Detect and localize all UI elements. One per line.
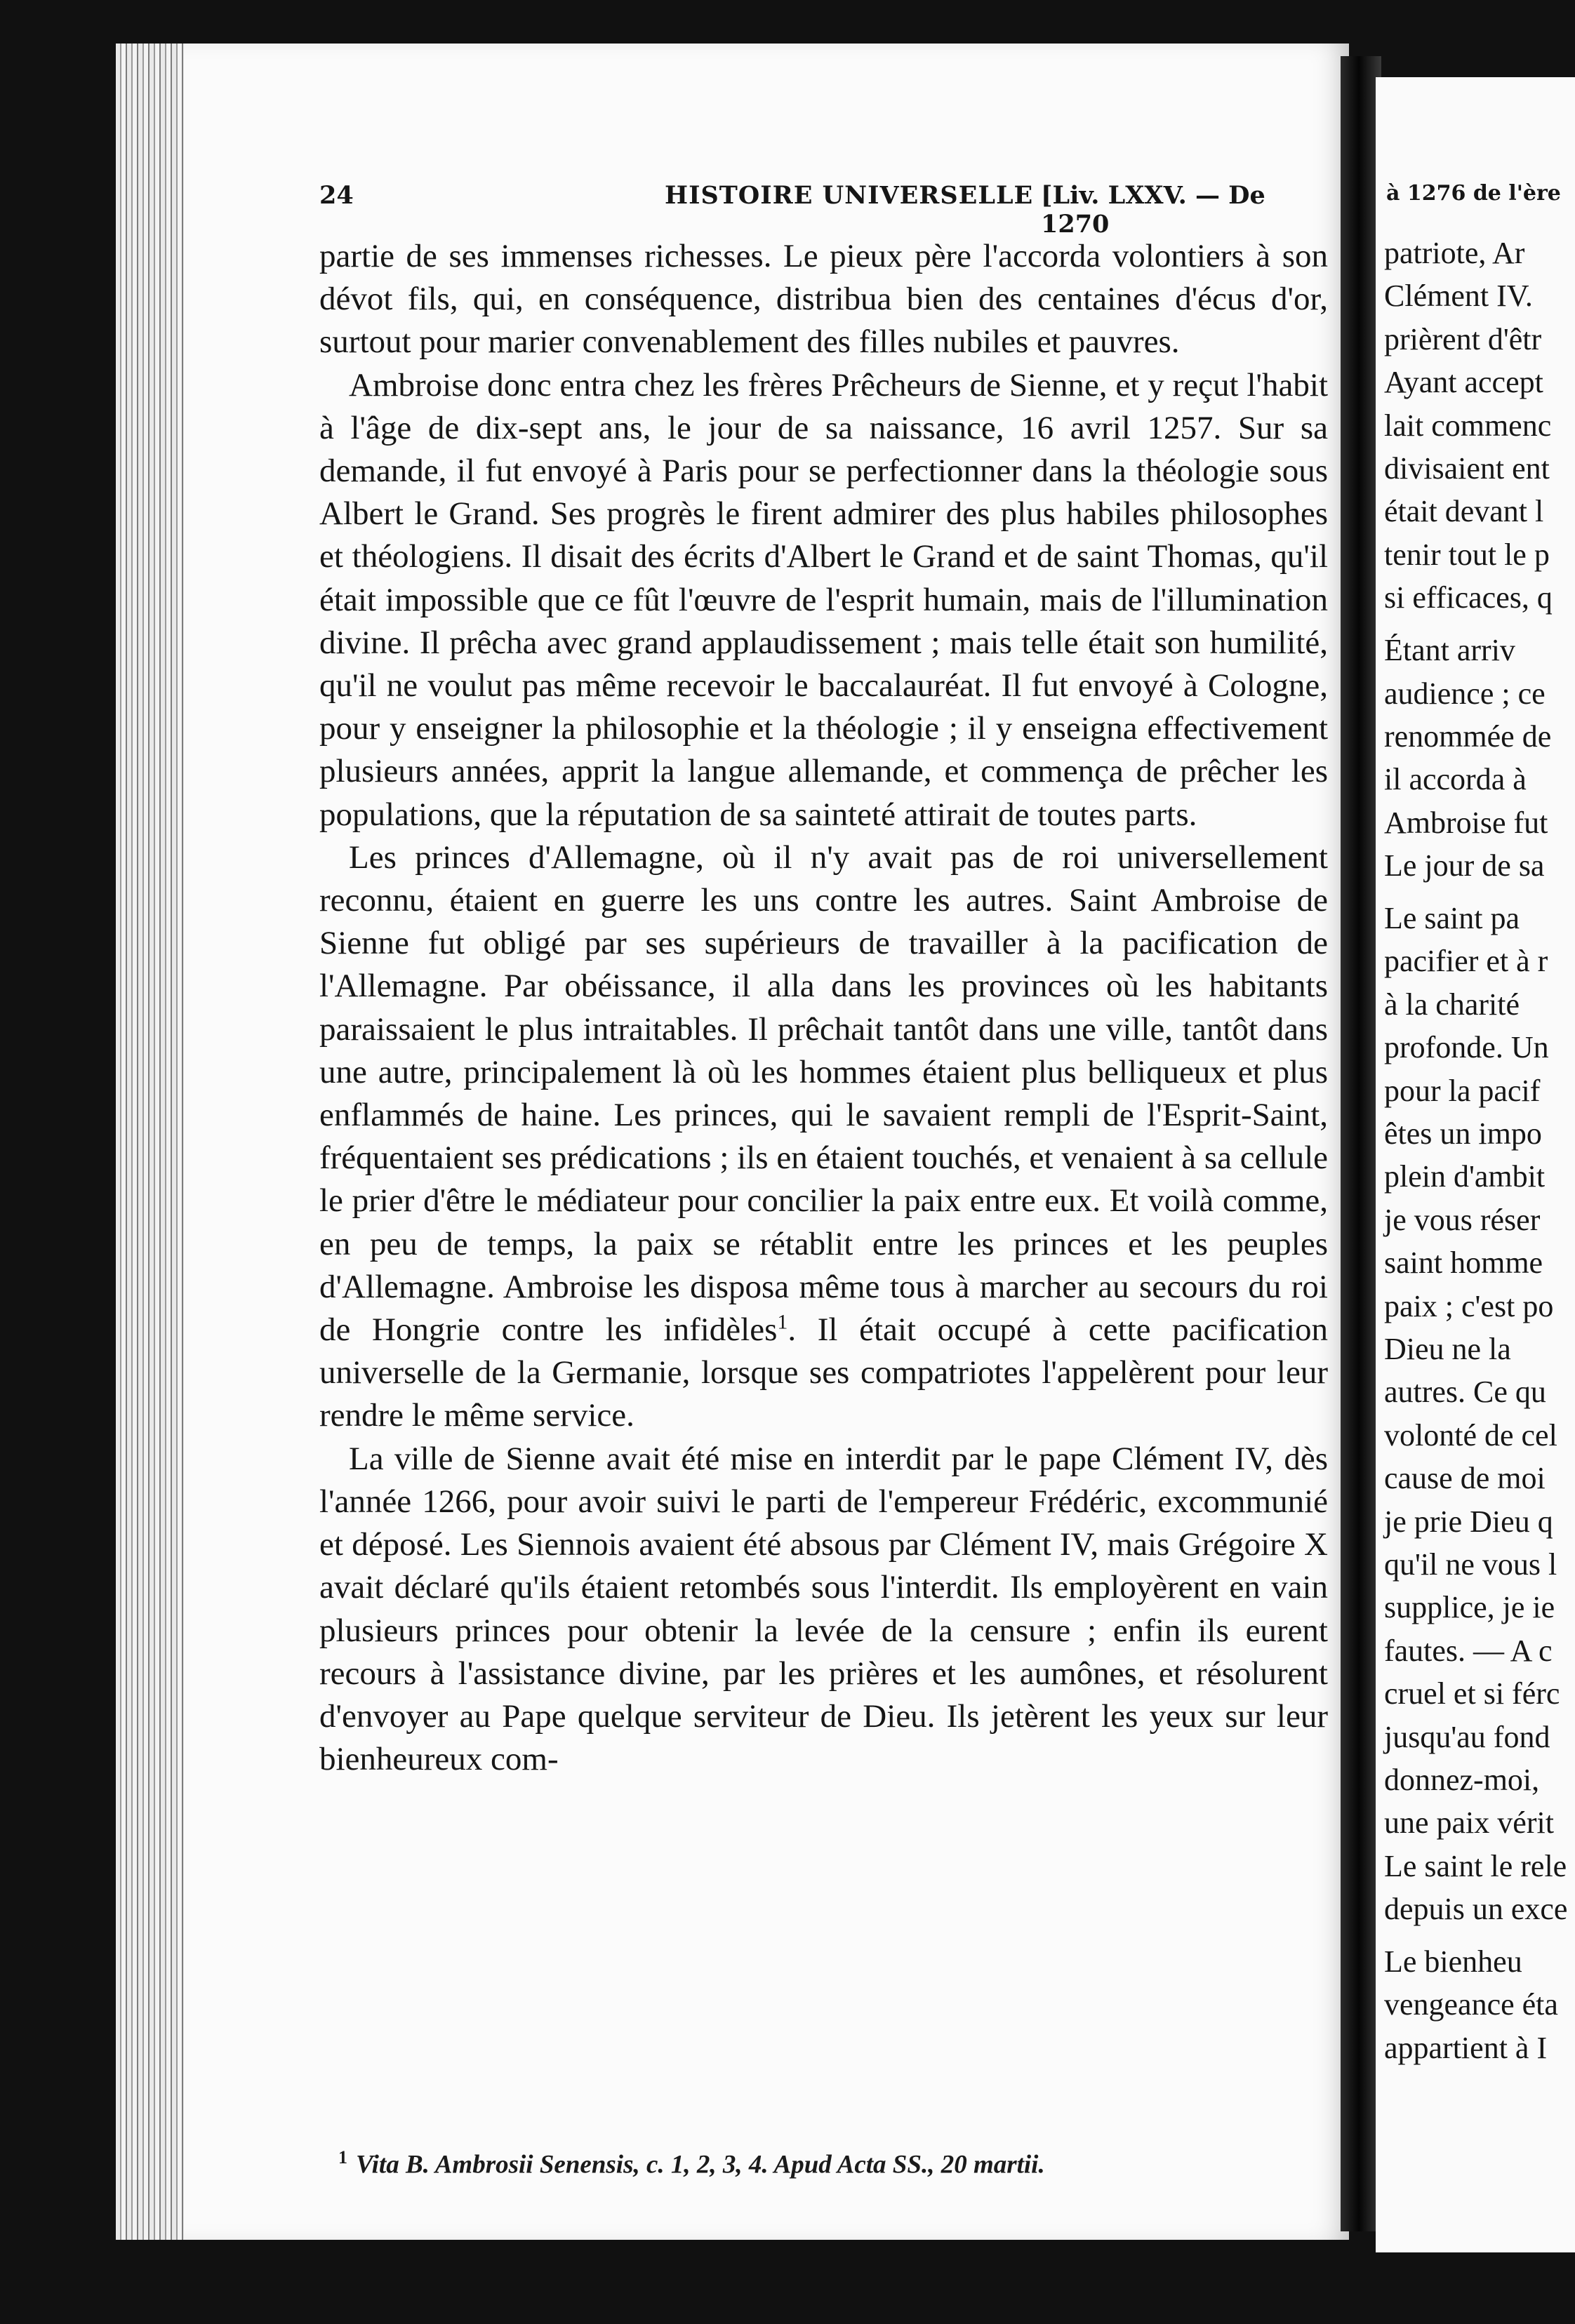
footnote-text: Vita B. Ambrosii Senensis, c. 1, 2, 3, 4. Apud Acta SS., 20 martii. <box>356 2150 1045 2179</box>
right-page-line: êtes un impo <box>1384 1116 1542 1151</box>
body-text <box>319 235 1328 1781</box>
page-number: 24 <box>319 181 354 210</box>
right-page-text <box>1384 232 1575 2069</box>
right-page-line: appartient à I <box>1384 2030 1548 2065</box>
right-page-line: divisaient ent <box>1384 450 1550 486</box>
right-page-line: tenir tout le p <box>1384 537 1550 572</box>
footnote-number: 1 <box>338 2147 347 2168</box>
right-page-line: je prie Dieu q <box>1384 1504 1553 1539</box>
right-page-line: Clément IV. <box>1384 279 1533 314</box>
footnote-reference[interactable]: 1 <box>777 1310 788 1334</box>
footnote <box>338 2147 1321 2179</box>
right-page-line: si efficaces, q <box>1384 580 1553 615</box>
right-page-line: patriote, Ar <box>1384 236 1525 270</box>
right-page-line: paix ; c'est po <box>1384 1288 1554 1323</box>
right-page-line: plein d'ambit <box>1384 1159 1546 1194</box>
paragraph-text-after: . Il était occupé à cette pacification universelle de la Germanie, lorsque ses compatriotes l'appelèrent pour leur rendre le même service. <box>319 1311 1329 1434</box>
right-page-line: à la charité <box>1384 987 1520 1022</box>
right-page-line: Le bienheu <box>1384 1944 1522 1979</box>
right-page-line: une paix vérit <box>1384 1805 1554 1841</box>
right-page-line: audience ; ce <box>1384 676 1546 711</box>
right-page-line: profonde. Un <box>1384 1030 1549 1065</box>
right-page-line: qu'il ne vous l <box>1384 1547 1557 1582</box>
running-title: HISTOIRE UNIVERSELLE <box>665 181 1034 210</box>
right-page-line: cruel et si férc <box>1384 1676 1560 1711</box>
paragraph-text: La ville de Sienne avait été mise en interdit par le pape Clément IV, dès l'année 1266, pour avoir suivi le parti de l'empereur Frédéric, excommunié et déposé. Les Siennois avaient été absous par Clément IV, mais Grégoire X avait déclaré qu'ils étaient retombés sous l'interdit. Ils employèrent en vain plusieurs princes pour obtenir la levée de la censure ; enfin ils eurent recours à l'assistance divine, par les prières et les aumônes, et résolurent d'envoyer au Pape quelque serviteur de Dieu. Ils jetèrent les yeux sur leur bienheureux com- <box>319 1440 1328 1778</box>
right-page-line: Le jour de sa <box>1384 848 1545 883</box>
paragraph-3 <box>319 836 1328 1438</box>
page-edges <box>116 44 193 2240</box>
paragraph-text: Ambroise donc entra chez les frères Prêcheurs de Sienne, et y reçut l'habit à l'âge de dix-sept ans, le jour de sa naissance, 16 avril 1257. Sur sa demande, il fut envoyé à Paris pour se perfectionner dans la théologie sous Albert le Grand. Ses progrès le firent admirer des plus habiles philosophes et théologiens. Il disait des écrits d'Albert le Grand et de saint Thomas, qu'il était impossible que ce fût l'œuvre de l'esprit humain, mais de l'illumination divine. Il prêcha avec grand applaudissement ; mais telle était son humilité, qu'il ne voulut pas même recevoir le baccalauréat. Il fut envoyé à Cologne, pour y enseigner la philosophie et la théologie ; il y enseigna effectivement plusieurs années, apprit la langue allemande, et commença de prêcher les populations, que la réputation de sa sainteté attirait de toutes parts. <box>319 366 1328 833</box>
right-page-line: fautes. — A c <box>1384 1633 1553 1668</box>
right-page-line: Ambroise fut <box>1384 805 1548 840</box>
right-page-line: prièrent d'êtr <box>1384 321 1542 356</box>
right-page-line: Le saint pa <box>1384 901 1520 936</box>
paragraph-text: partie de ses immenses richesses. Le pieux père l'accorda volontiers à son dévot fils, qui, en conséquence, distribua bien des centaines d'écus d'or, surtout pour marier convenablement des filles nubiles et pauvres. <box>319 238 1328 361</box>
right-page-line: Dieu ne la <box>1384 1331 1511 1366</box>
paragraph-2 <box>319 364 1328 836</box>
right-page-line: saint homme <box>1384 1246 1543 1281</box>
right-page-header: à 1276 de l'ère <box>1386 181 1561 206</box>
right-page-line: Le saint le rele <box>1384 1848 1567 1883</box>
running-section: [Liv. LXXV. — De 1270 <box>1041 181 1265 239</box>
right-page-line: pour la pacif <box>1384 1073 1541 1108</box>
right-page-line: depuis un exce <box>1384 1892 1568 1927</box>
right-page-line: Étant arriv <box>1384 633 1515 668</box>
right-page-line: lait commenc <box>1384 408 1552 443</box>
right-page-line: pacifier et à r <box>1384 944 1548 979</box>
right-page-line: jusqu'au fond <box>1384 1719 1550 1754</box>
paragraph-text: Les princes d'Allemagne, où il n'y avait pas de roi universellement reconnu, étaient en guerre les uns contre les autres. Saint Ambroise de Sienne fut obligé par ses supérieurs de travailler à la pacification de l'Allemagne. Par obéissance, il alla dans les provinces où les habitants paraissaient le plus intraitables. Il prêchait tantôt dans une ville, tantôt dans une autre, principalement là où les hommes étaient plus belliqueux et plus enflammés de haine. Les princes, qui le savaient rempli de l'Esprit-Saint, fréquentaient ses prédications ; ils en étaient touchés, et venaient à sa cellule le prier d'être le médiateur pour concilier la paix entre eux. Et voilà comme, en peu de temps, la paix se rétablit entre les princes et les peuples d'Allemagne. Ambroise les disposa même tous à marcher au secours du roi de Hongrie contre les infidèles <box>319 839 1328 1349</box>
right-page-line: supplice, je ie <box>1384 1590 1555 1625</box>
right-page-line: était devant l <box>1384 494 1544 529</box>
right-page-line: donnez-moi, <box>1384 1762 1540 1797</box>
right-page-line: Ayant accept <box>1384 365 1543 400</box>
paragraph-1 <box>319 235 1328 364</box>
right-page-line: cause de moi <box>1384 1461 1546 1496</box>
right-page-line: je vous réser <box>1384 1202 1541 1237</box>
right-page-line: autres. Ce qu <box>1384 1375 1546 1410</box>
paragraph-4 <box>319 1438 1328 1782</box>
running-head <box>319 181 1338 239</box>
right-page-line: vengeance éta <box>1384 1987 1558 2022</box>
right-page-line: renommée de <box>1384 719 1552 754</box>
right-page-line: il accorda à <box>1384 762 1527 797</box>
right-page-line: volonté de cel <box>1384 1417 1557 1452</box>
